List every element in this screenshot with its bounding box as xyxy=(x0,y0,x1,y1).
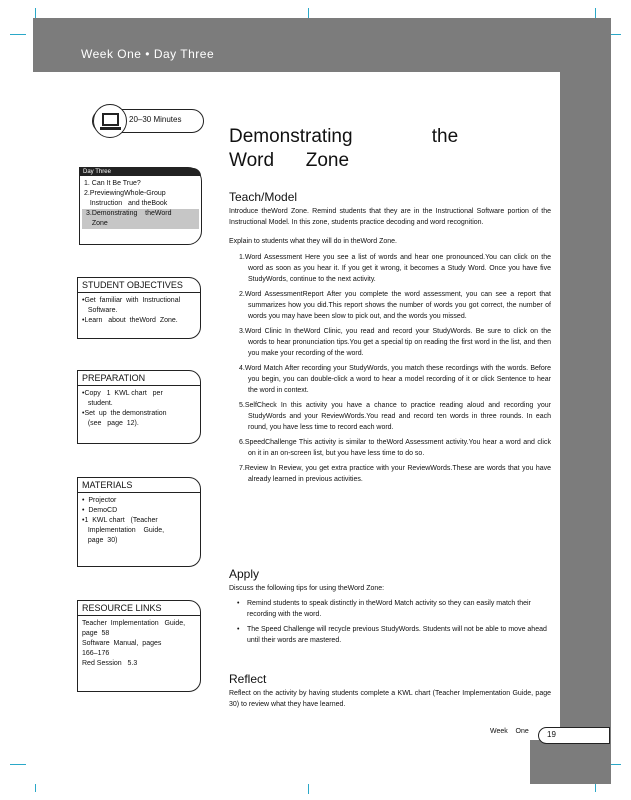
day-item: 2.PreviewingWhole-Group xyxy=(84,190,166,197)
crop-mark xyxy=(308,784,309,794)
teach-explain: Explain to students what they will do in theWord Zone. xyxy=(229,238,397,245)
preparation-line: •Set up the demonstration xyxy=(82,410,167,417)
activity-item: 4.Word Match After recording your StudyWords, you match these recordings with the words. Before you begin, you can double-click a word to hear a model recording of it or click Sentence to hear the word in context. xyxy=(239,365,551,394)
materials-line: page 30) xyxy=(82,537,118,544)
materials-line: • DemoCD xyxy=(82,507,118,514)
resources-line: Red Session 5.3 xyxy=(82,660,138,667)
day-item: Instruction and theBook xyxy=(84,200,168,207)
objectives-line: •Learn about theWord Zone. xyxy=(82,317,178,324)
day-box-header: Day Three xyxy=(80,168,201,176)
objectives-title: STUDENT OBJECTIVES xyxy=(78,278,200,293)
resources-line: 166–176 xyxy=(82,650,110,657)
crop-mark xyxy=(10,764,26,765)
resource-links-box xyxy=(77,600,201,692)
teach-intro: Introduce theWord Zone. Remind students that they are in the Instructional Software portion of the Instructional Model. In this zone, students practice decoding and word recognition. xyxy=(229,208,551,226)
preparation-box xyxy=(77,370,201,444)
day-item-current: 3.Demonstrating theWord xyxy=(82,209,199,219)
materials-line: Implementation Guide, xyxy=(82,527,165,534)
crop-mark xyxy=(10,34,26,35)
resources-line: Software Manual, pages xyxy=(82,640,162,647)
activity-item: 3.Word Clinic In theWord Clinic, you read and record your StudyWords. Be sure to click on the words to hear pronunciation tips.You get a special tip on reading the first word in the list, and then you make your recording of the word. xyxy=(239,328,551,357)
materials-line: • Projector xyxy=(82,497,117,504)
activity-item: 6.SpeedChallenge This activity is similar to theWord Assessment activity.You hear a word and click on it in an on-screen list, but you have less time to do so. xyxy=(239,439,551,457)
preparation-line: (see page 12). xyxy=(82,420,139,427)
computer-icon xyxy=(93,104,127,138)
resources-line: Teacher Implementation Guide, xyxy=(82,620,186,627)
objectives-line: •Get familiar with Instructional xyxy=(82,297,181,304)
crop-mark xyxy=(308,8,309,18)
resources-line: page 58 xyxy=(82,630,110,637)
page-number-tab xyxy=(538,727,610,744)
resources-title: RESOURCE LINKS xyxy=(78,601,200,616)
corner-band xyxy=(530,740,590,784)
day-outline-box xyxy=(79,167,202,245)
activity-item: 1.Word Assessment Here you see a list of words and hear one pronounced.You can click on the word as soon as you hear it. If you get it wrong, it becomes a Study Word. Once you have five StudyWords, continue to the next activity. xyxy=(239,254,551,283)
objectives-line: Software. xyxy=(82,307,118,314)
materials-box xyxy=(77,477,201,567)
header-band xyxy=(33,18,611,72)
reflect-text: Reflect on the activity by having students complete a KWL chart (Teacher Implementation Guide, page 30) to review what they have learned. xyxy=(229,690,551,708)
page-number: 19 xyxy=(547,730,556,739)
apply-bullet: • The Speed Challenge will recycle previous StudyWords. Students will not be able to move ahead until their words are mastered. xyxy=(237,624,551,646)
day-item-current: Zone xyxy=(82,219,199,229)
teach-section xyxy=(229,190,551,489)
reflect-section xyxy=(229,672,551,710)
footer-label: Week One xyxy=(490,728,529,735)
apply-heading: Apply xyxy=(229,567,260,581)
materials-line: •1 KWL chart (Teacher xyxy=(82,517,158,524)
page-title xyxy=(229,125,458,173)
apply-intro: Discuss the following tips for using theWord Zone: xyxy=(229,585,385,592)
preparation-title: PREPARATION xyxy=(78,371,200,386)
right-margin-band xyxy=(560,72,611,784)
teach-heading: Teach/Model xyxy=(229,190,298,204)
apply-bullet: • Remind students to speak distinctly in theWord Match activity so they can easily match their recording with the word. xyxy=(237,598,551,620)
preparation-line: student. xyxy=(82,400,113,407)
activity-item: 5.SelfCheck In this activity you have a chance to practice reading aloud and recording your StudyWords and your ReviewWords.You read and record ten words in three rounds. In each round, you have less time to record each word. xyxy=(239,402,551,431)
time-label: 20–30 Minutes xyxy=(129,115,182,124)
materials-title: MATERIALS xyxy=(78,478,200,493)
apply-section xyxy=(229,567,551,650)
header-week-day: Week One • Day Three xyxy=(81,47,215,61)
activity-item: 2.Word AssessmentReport After you complete the word assessment, you can see a report that summarizes how you did.This report shows the number of words you got correct, the number of words you may have been slow to pick out, and the words you missed. xyxy=(239,291,551,320)
objectives-box xyxy=(77,277,201,339)
page-body-bottom xyxy=(33,740,530,784)
reflect-heading: Reflect xyxy=(229,672,267,686)
title-line-2: Word Zone xyxy=(229,150,350,171)
title-line-1: Demonstrating the xyxy=(229,126,459,147)
activity-item: 7.Review In Review, you get extra practice with your ReviewWords.These are words that you have already learned in previous activities. xyxy=(239,465,551,483)
preparation-line: •Copy 1 KWL chart per xyxy=(82,390,163,397)
time-badge xyxy=(92,109,204,133)
day-item: 1. Can It Be True? xyxy=(84,180,141,187)
